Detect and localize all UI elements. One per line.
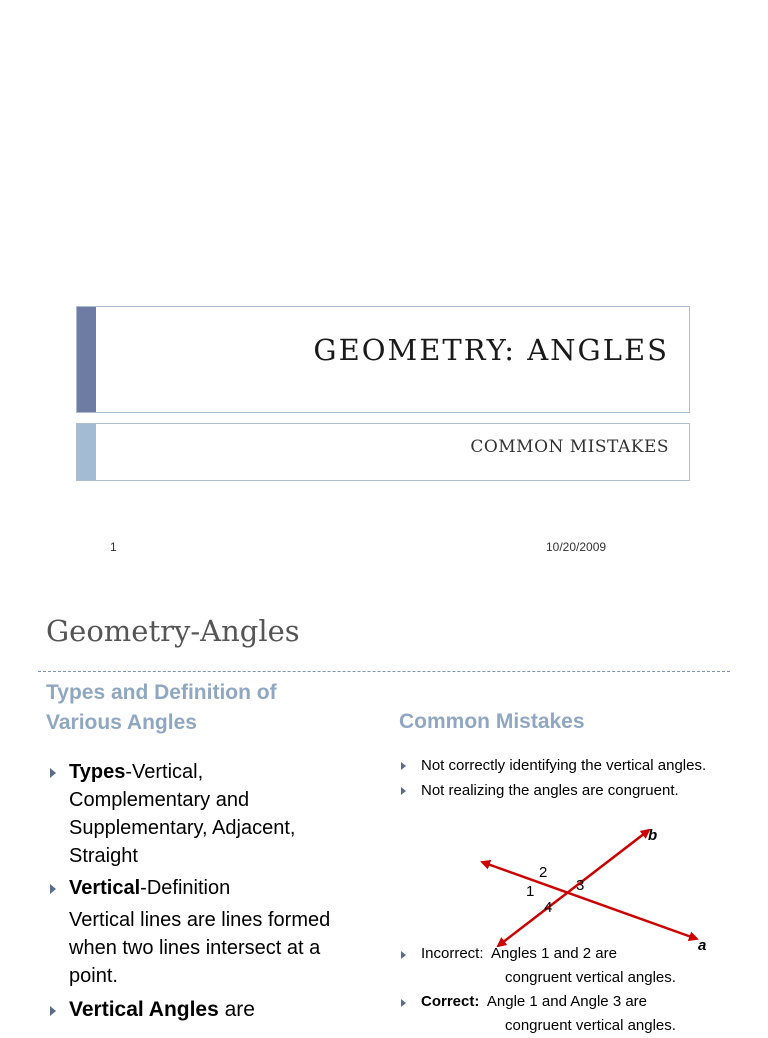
incorrect-item	[399, 942, 729, 990]
left-column-heading: Types and Definition of Various Angles	[46, 681, 277, 734]
vertical-angles-label: Vertical Angles	[69, 998, 219, 1021]
list-item	[399, 756, 729, 775]
angle-label-3: 3	[576, 877, 585, 894]
vertical-angles-text: are	[218, 998, 255, 1021]
angle-label-1: 1	[526, 883, 535, 900]
angle-label-2: 2	[539, 864, 548, 881]
line-b	[498, 830, 649, 946]
mistake-text: Not realizing the angles are congruent.	[421, 782, 679, 799]
left-bullet-list	[46, 758, 346, 1024]
bullet-arrow-icon	[401, 787, 406, 795]
types-label: Types	[69, 761, 126, 783]
list-item	[46, 874, 346, 902]
slide-subtitle: COMMON MISTAKES	[470, 437, 669, 457]
slide-number: 1	[110, 540, 117, 554]
incorrect-label: Incorrect:	[421, 945, 484, 962]
line-label-a: a	[698, 937, 707, 954]
title-box	[76, 306, 690, 413]
correct-line-1: Angle 1 and Angle 3 are	[486, 993, 648, 1010]
vertical-text: -Definition	[140, 877, 231, 899]
bullet-arrow-icon	[50, 768, 56, 778]
incorrect-line-2: congruent vertical angles.	[505, 969, 676, 986]
subtitle-box	[76, 423, 690, 481]
bullet-arrow-icon	[401, 951, 406, 959]
mistake-text: Not correctly identifying the vertical angles.	[421, 757, 707, 774]
bullet-arrow-icon	[401, 762, 406, 770]
list-item	[399, 781, 729, 800]
incorrect-line-1: Angles 1 and 2 are	[491, 945, 617, 962]
line-label-b: b	[648, 827, 658, 844]
list-item	[46, 996, 346, 1024]
correct-line-2: congruent vertical angles.	[505, 1017, 676, 1034]
subtitle-accent-bar	[77, 424, 96, 480]
correct-label: Correct:	[421, 993, 480, 1010]
bullet-arrow-icon	[401, 999, 406, 1007]
title-divider	[38, 671, 730, 672]
vertical-label: Vertical	[69, 877, 141, 899]
slide-title: GEOMETRY: ANGLES	[313, 333, 669, 367]
right-bullet-list	[399, 756, 729, 806]
angle-label-4: 4	[544, 899, 553, 916]
slide-date: 10/20/2009	[546, 540, 607, 554]
slide-2	[0, 600, 768, 1034]
correct-item	[399, 990, 729, 1038]
slide-2-title: Geometry-Angles	[46, 614, 300, 648]
vertical-angles-diagram	[470, 818, 720, 958]
list-item	[46, 758, 346, 870]
title-accent-bar	[77, 307, 96, 412]
bullet-arrow-icon	[50, 884, 56, 894]
bullet-arrow-icon	[50, 1006, 56, 1016]
line-a	[482, 862, 697, 939]
right-column-heading: Common Mistakes	[399, 710, 585, 733]
vertical-definition: Vertical lines are lines formed when two lines intersect at a point.	[69, 909, 331, 987]
types-text: -Vertical, Complementary and Supplementary, Adjacent, Straight	[69, 761, 296, 867]
